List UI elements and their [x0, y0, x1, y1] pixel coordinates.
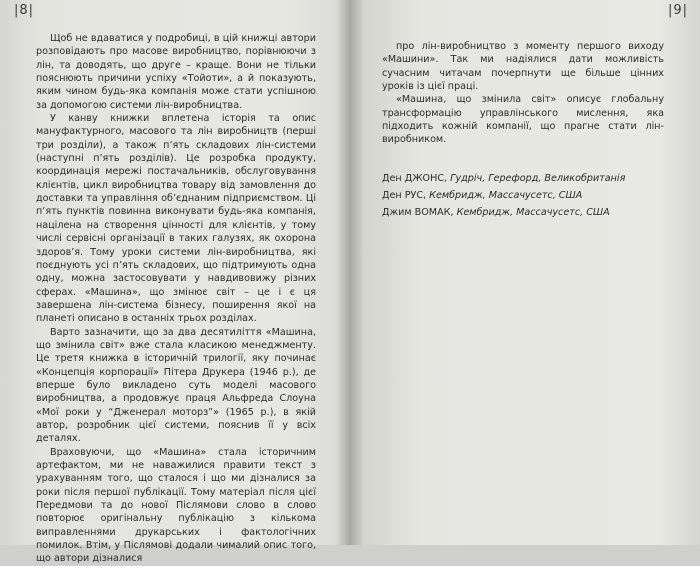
paragraph: «Машина, що змінила світ» описує глобальну трансформацію управлінського мислення, яка підходить кожній компанії, що прагне стати лін-виробником.: [382, 94, 664, 146]
author-location: Гудріч, Герефорд, Великобританія: [450, 172, 626, 184]
paragraph: У канву книжки вплетена історія та опис мануфактурного, масового та лін виробництв (перші три розділи), а також п’ять складових лін-системи (наступні п’ять розділів). Це розробка продукту, координація мережі постачальників, обслуговування клієнтів, цикл виробництва товару від замовлення до доставки та управління об’єднаним підприємством. Ці п’ять пунктів повинна виконувати будь-яка компанія, націлена на створення цінності для клієнтів, у тому числі сервісні організації в таких галузях, як охорона здоров’я. Тому уроки системи лін-виробництва, які поєднують усі п’ять складових, що підтримують одна одну, можна застосовувати у навдивовижу різних сферах. «Машина», що змінює світ – це і є ця завершена лін-система бізнесу, поширення якої на планеті описано в останніх трьох розділах.: [36, 113, 316, 325]
left-page: [0, 0, 350, 565]
right-page: [350, 0, 700, 545]
body-text: [36, 32, 316, 566]
author-name: Джим ВОМАК,: [382, 206, 454, 218]
paragraph: Щоб не вдаватися у подробиці, в цій книжці автори розповідають про масове виробництво, порівнюючи з лін, та доводять, що друге – краще. Вони не тільки пояснюють причини успіху «Тойоти», а й показують, яким чином будь-яка компанія може стати успішною за допомогою системи лін-виробництва.: [36, 33, 316, 111]
author-name: Ден ДЖОНС,: [382, 172, 448, 184]
body-text: [382, 40, 664, 221]
author-location: Кембридж, Массачусетс, США: [456, 206, 610, 218]
author-location: Кембридж, Массачусетс, США: [429, 189, 583, 201]
author-signature: [382, 170, 664, 187]
author-signature: [382, 187, 664, 204]
page-number: |8|: [14, 3, 35, 18]
page-number: |9|: [667, 3, 688, 18]
paragraph: про лін-виробництво з моменту першого виходу «Машини». Так ми надіялися дати можливість сучасним читачам почерпнути ще більше цінних уроків із цієї праці.: [382, 41, 664, 93]
author-signature: [382, 204, 664, 221]
paragraph: Варто зазначити, що за два десятиліття «Машина, що змінила світ» вже стала класикою менеджменту. Це третя книжка в історичній трилогії, яку починає «Концепція корпорації» Пітера Друкера (1946 р.), де вперше було викладено суть моделі масового виробництва, а продовжує праця Альфреда Слоуна «Мої роки у “Дженерал моторз”» (1965 р.), в якій автор, розробник цієї системи, пояснив її у всіх деталях.: [36, 326, 316, 445]
paragraph: Враховуючи, що «Машина» стала історичним артефактом, ми не наважилися правити текст з урахуванням того, що сталося і що ми дізналися за роки після першої публікації. Тому матеріал після цієї Передмови та до нової Післямови слово в слово повторює оригінальну публікацію з кількома виправленнями друкарських і фактологічних помилок. Втім, у Післямові додали чималий опис того, що автори дізналися: [36, 446, 316, 565]
author-name: Ден РУС,: [382, 189, 427, 201]
